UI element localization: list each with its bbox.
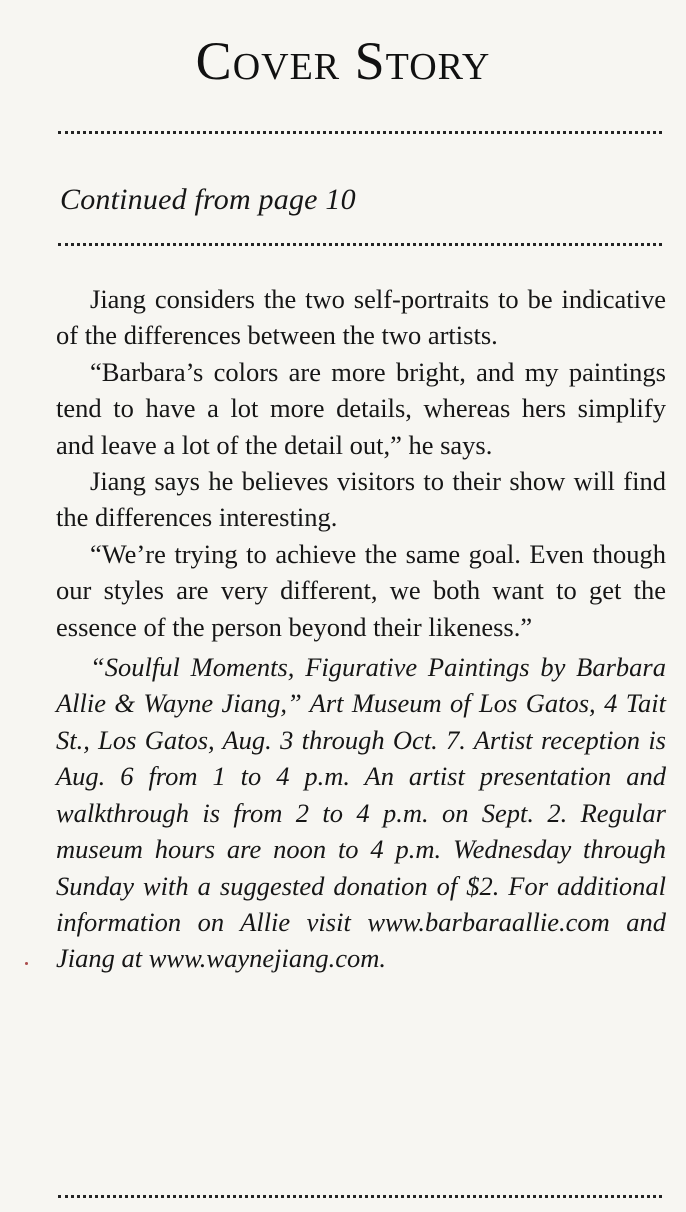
article-paragraph: “Barbara’s colors are more bright, and my paintings tend to have a lot more details, whereas hers simplify and leave a lot of the detail out,” he says. — [56, 356, 666, 460]
section-title: Cover Story — [195, 31, 491, 91]
continued-note: Continued from page 10 — [60, 183, 356, 216]
dotted-divider-middle — [58, 243, 662, 246]
dotted-divider-bottom — [58, 1195, 662, 1198]
article-paragraph: “We’re trying to achieve the same goal. Even though our styles are very different, we both want to get the essence of the person beyond their likeness.” — [56, 538, 666, 642]
article-body — [56, 281, 666, 977]
article-paragraph: Jiang says he believes visitors to their show will find the differences interesting. — [56, 466, 666, 533]
exhibit-info-paragraph: “Soulful Moments, Figurative Paintings by Barbara Allie & Wayne Jiang,” Art Museum of Los Gatos, 4 Tait St., Los Gatos, Aug. 3 through Oct. 7. Artist reception is Aug. 6 from 1 to 4 p.m. An artist presentation and walkthrough is from 2 to 4 p.m. on Sept. 2. Regular museum hours are noon to 4 p.m. Wednesday through Sunday with a suggested donation of $2. For additional information on Allie visit www.barbaraallie.com and Jiang at www.waynejiang.com. — [56, 652, 666, 974]
ink-speck — [25, 962, 28, 965]
article-paragraph: Jiang considers the two self-portraits to be indicative of the differences between the two artists. — [56, 284, 666, 351]
dotted-divider-top — [58, 131, 662, 134]
